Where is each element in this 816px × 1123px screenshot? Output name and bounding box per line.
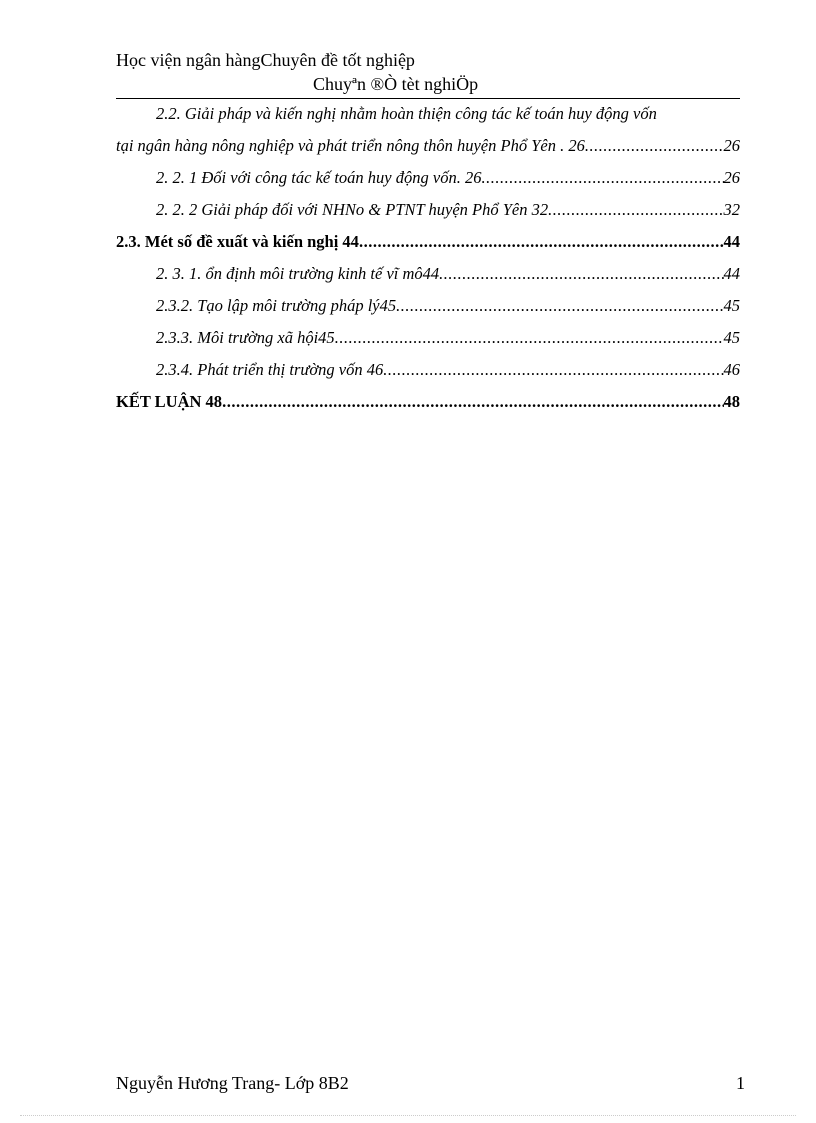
toc-entry-title: 2.3.4. Phát triển thị trường vốn 46 <box>156 360 384 379</box>
toc-page-number: 32 <box>723 200 740 219</box>
toc-page-number: 45 <box>723 328 740 347</box>
toc-entry-title: 2.3.2. Tạo lập môi trường pháp lý45 <box>156 296 397 315</box>
toc-entry-2-2 <box>116 98 740 162</box>
toc-entry-title: 2.3.3. Môi trường xã hội45 <box>156 328 335 347</box>
toc-page-number: 46 <box>723 360 740 379</box>
toc-entry-title: 2.3. Mét số đề xuất và kiến nghị 44 <box>116 232 359 251</box>
footer-page-number: 1 <box>736 1073 745 1093</box>
toc-page-number: 44 <box>723 264 740 283</box>
toc-entry-2-3-3 <box>116 322 740 354</box>
page-bottom-border <box>20 1115 796 1116</box>
toc-leader-dots <box>335 322 724 354</box>
toc-leader-dots <box>222 386 723 418</box>
table-of-contents <box>116 98 740 418</box>
toc-entry-title: KẾT LUẬN 48 <box>116 392 223 411</box>
toc-page-number: 44 <box>723 232 740 251</box>
toc-entry-2-2-1 <box>116 162 740 194</box>
toc-entry-title: 2. 2. 2 Giải pháp đối với NHNo & PTNT huyện Phổ Yên 32 <box>156 200 549 219</box>
toc-entry-title: 2. 2. 1 Đối với công tác kế toán huy động vốn. 26 <box>156 168 482 187</box>
toc-leader-dots <box>396 290 723 322</box>
toc-entry-2-3-4 <box>116 354 740 386</box>
toc-entry-2-3-2 <box>116 290 740 322</box>
toc-leader-dots <box>481 162 723 194</box>
toc-page-number: 45 <box>723 296 740 315</box>
toc-entry-2-3-1 <box>116 258 740 290</box>
toc-page-number: 26 <box>723 136 740 155</box>
toc-page-number: 48 <box>723 392 740 411</box>
header-subtitle-legacy-font: Chuyªn ®Ò tèt nghiÖp <box>313 74 479 94</box>
toc-leader-dots <box>359 226 724 258</box>
toc-entry-ket-luan <box>116 386 740 418</box>
toc-entry-2-2-2 <box>116 194 740 226</box>
toc-entry-title: 2. 3. 1. ổn định môi trường kinh tế vĩ mô44 <box>156 264 440 283</box>
toc-leader-dots <box>548 194 723 226</box>
toc-leader-dots <box>585 130 724 162</box>
toc-leader-dots <box>439 258 723 290</box>
footer-author: Nguyễn Hương Trang- Lớp 8B2 <box>116 1073 349 1093</box>
header-institution-title: Học viện ngân hàngChuyên đề tốt nghiệp <box>116 50 415 70</box>
toc-leader-dots <box>383 354 723 386</box>
toc-page-number: 26 <box>723 168 740 187</box>
toc-entry-title-line2: tại ngân hàng nông nghiệp và phát triển nông thôn huyện Phổ Yên . 26 <box>116 136 585 155</box>
toc-entry-2-3 <box>116 226 740 258</box>
toc-entry-title-line1: 2.2. Giải pháp và kiến nghị nhằm hoàn thiện công tác kế toán huy động vốn <box>156 104 657 123</box>
